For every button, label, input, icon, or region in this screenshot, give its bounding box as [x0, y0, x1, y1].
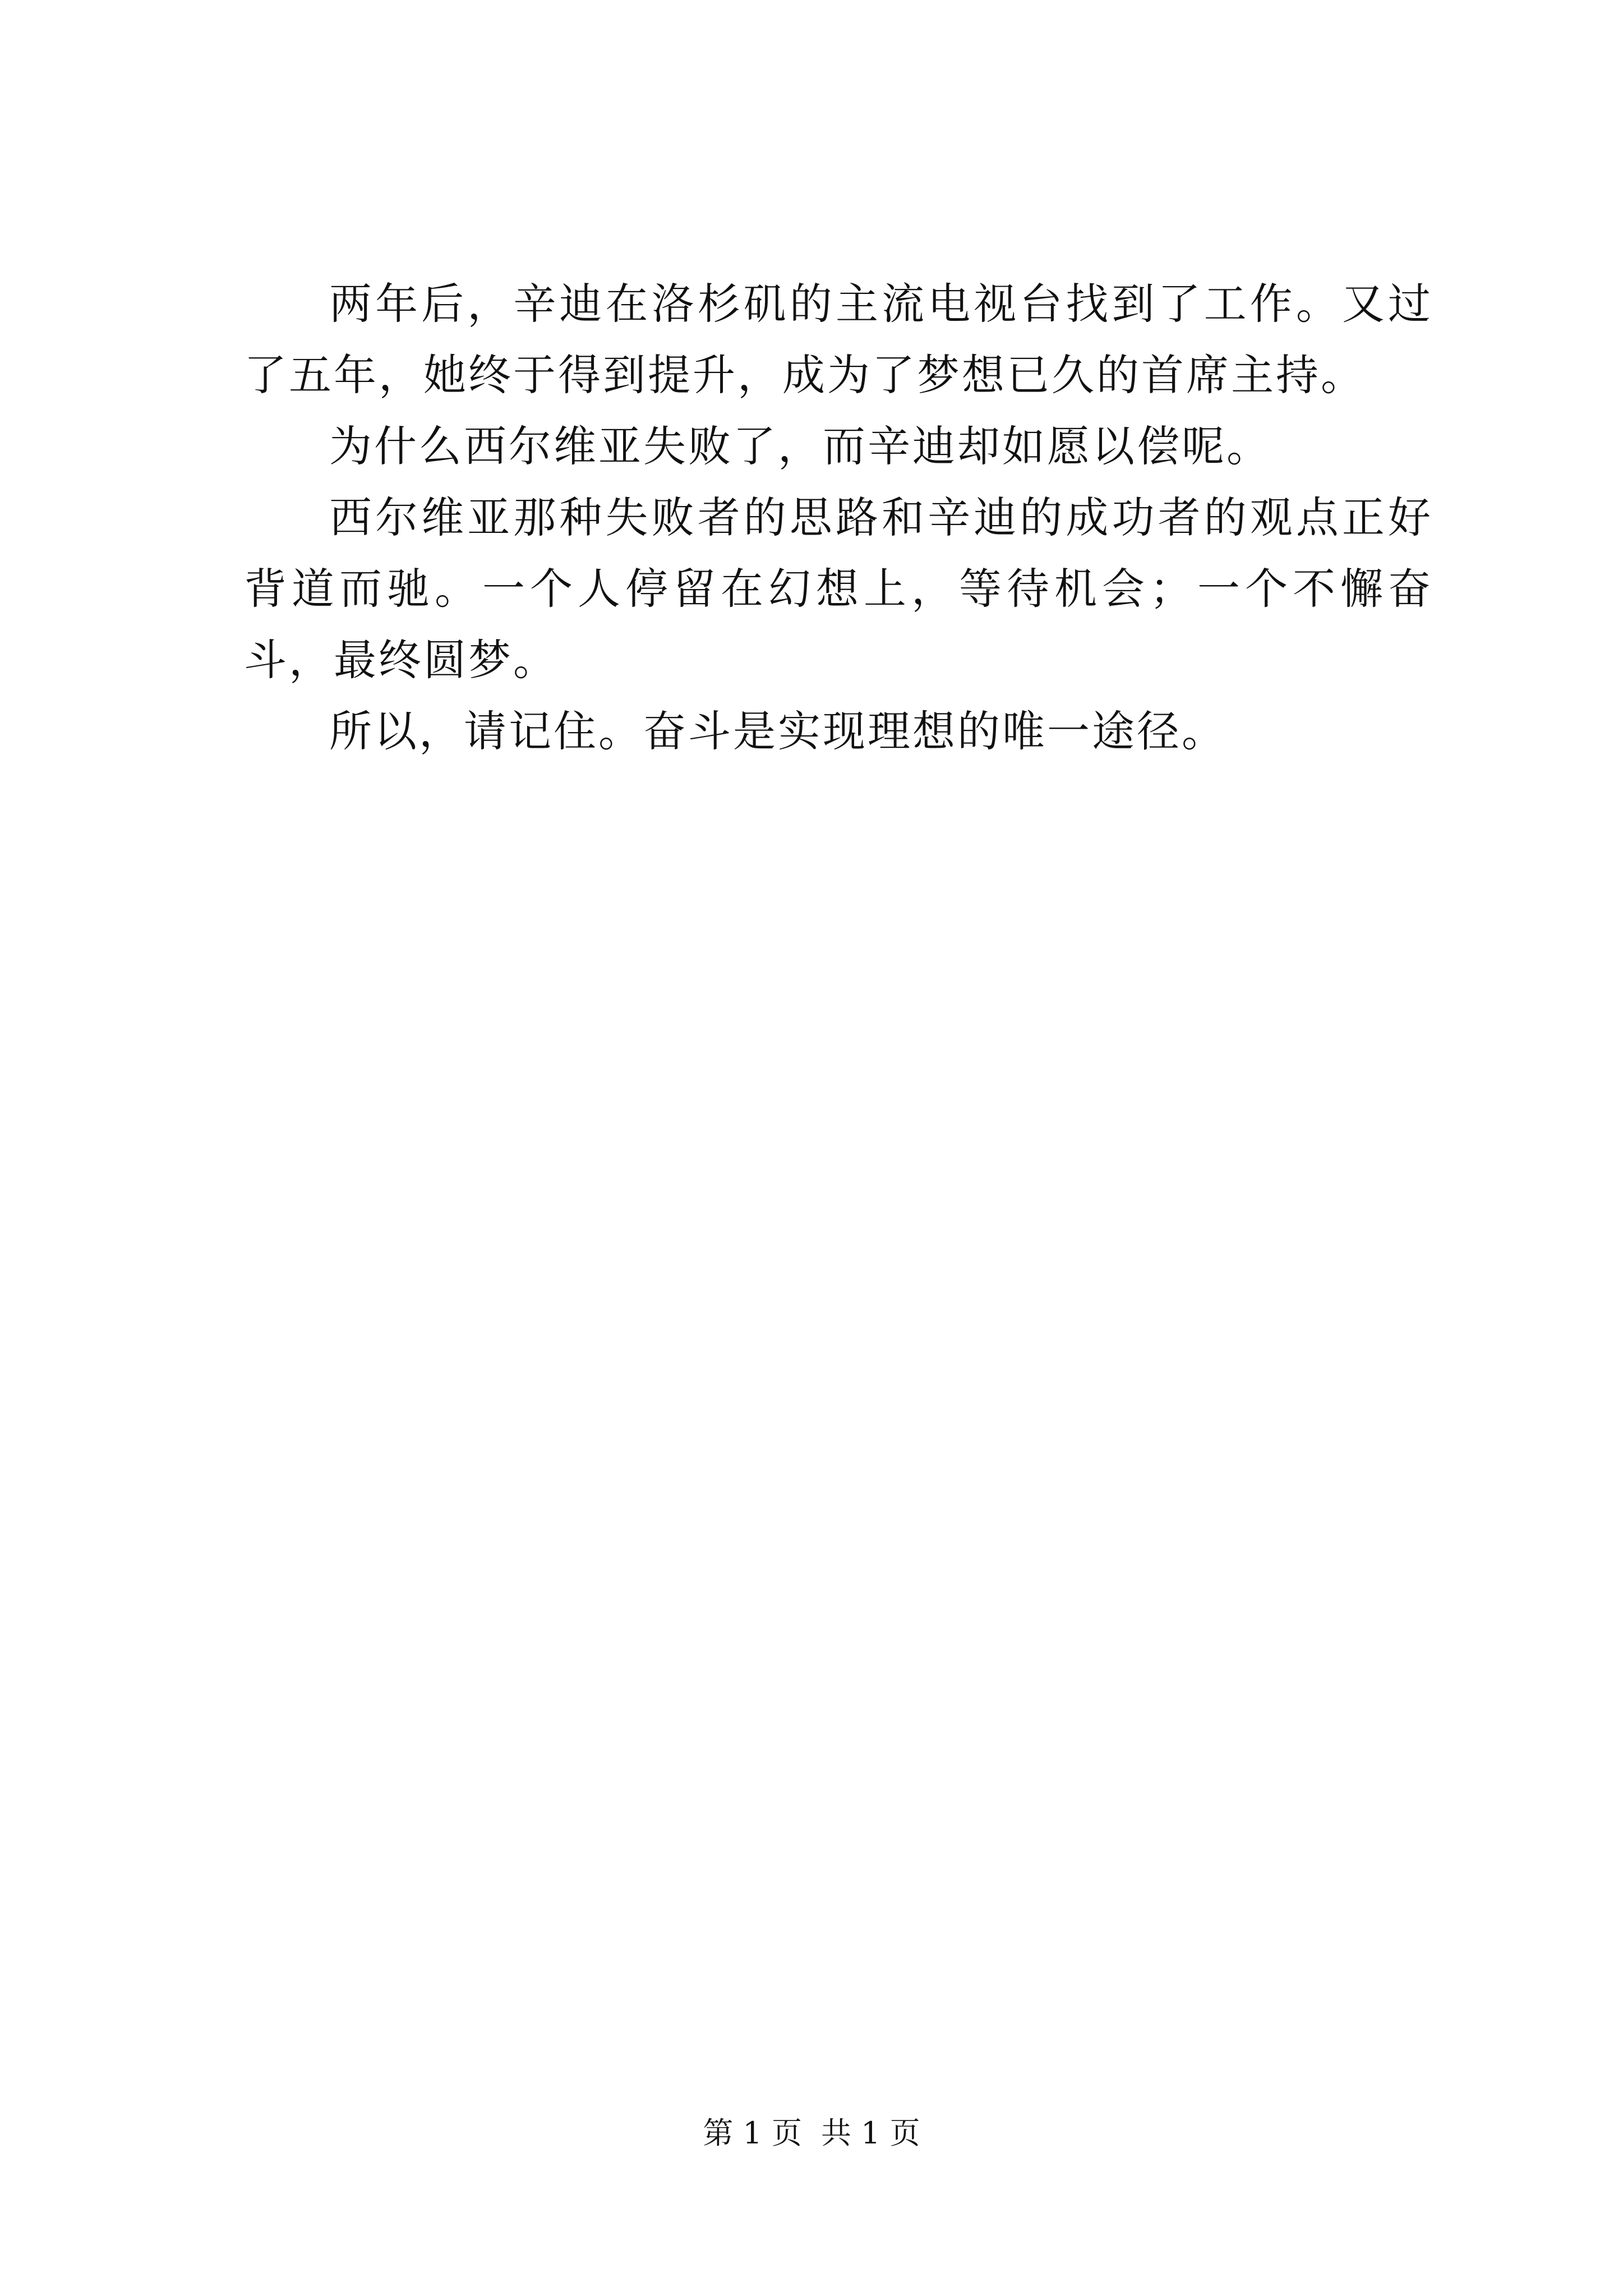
paragraph: 为什么西尔维亚失败了，而辛迪却如愿以偿呢。	[329, 421, 1271, 471]
paragraph: 所以，请记住。奋斗是实现理想的唯一途径。	[329, 706, 1227, 756]
document-body	[244, 268, 1433, 767]
paragraph: 两年后，辛迪在洛杉矶的主流电视台找到了工作。又过了五年，她终于得到提升，成为了梦想已久的首席主持。	[244, 279, 1433, 400]
page-footer	[0, 2114, 1623, 2153]
paragraph: 西尔维亚那种失败者的思路和辛迪的成功者的观点正好背道而驰。一个人停留在幻想上，等待机会；一个不懈奋斗，最终圆梦。	[244, 493, 1433, 685]
page-number-current: 第 1 页	[703, 2115, 802, 2151]
page-number-total: 共 1 页	[821, 2115, 920, 2151]
